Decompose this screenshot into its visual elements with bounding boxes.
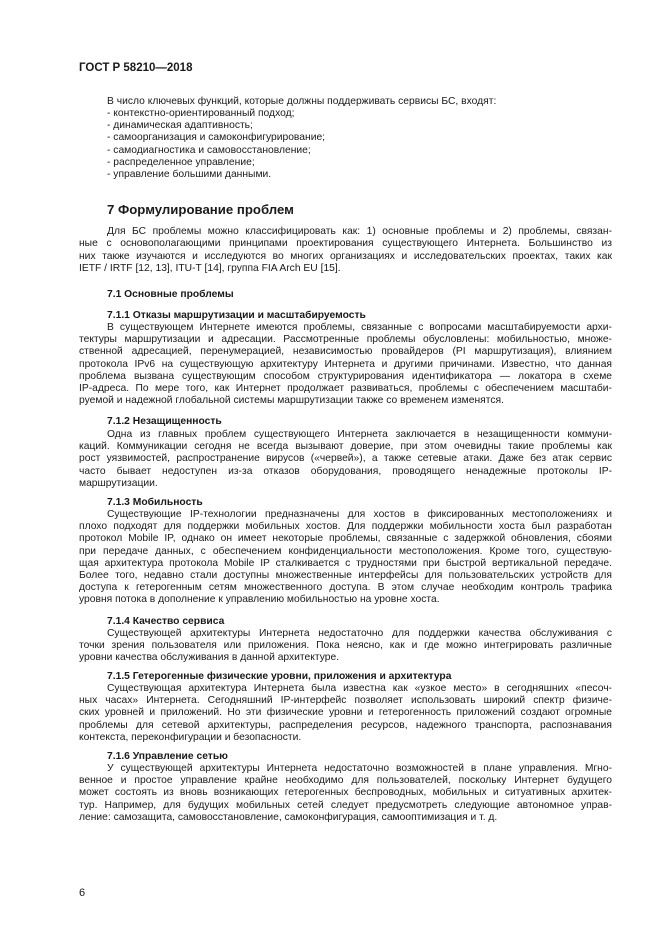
paragraph-line: при передаче данных, с обеспечением конфиденциальности местоположения. Кроме того, существую- xyxy=(79,545,612,557)
paragraph-line: Существующей архитектуры Интернета недостаточно для поддержки качества обслуживания с xyxy=(107,628,612,639)
paragraph-line: IP-адреса. По мере того, как Интернет продолжает развиваться, проблемы с обеспечением масштаби- xyxy=(79,383,612,394)
paragraph-line: Более того, недавно стали доступны множественные интерфейсы для пользовательских устройств для xyxy=(79,570,612,581)
paragraph-line: тектуры маршрутизации и адресации. Рассмотренные проблемы обусловлены: мобильностью, множе- xyxy=(79,334,612,346)
paragraph-line: часто бывает недоступен из-за отказов оборудования, проводящего ненадежные протоколы IP- xyxy=(79,465,612,477)
paragraph-line: протокол Mobile IP, однако он имеет некоторые проблемы, связанные с задержкой обновления, сбоями xyxy=(79,533,612,545)
subsection-heading: 7.1.6 Управление сетью xyxy=(107,751,228,762)
paragraph-line: маршрутизации. xyxy=(79,477,158,489)
paragraph-line: Одна из главных проблем существующего Интернета заключается в незащищенности коммуни- xyxy=(107,429,612,440)
paragraph-line: проблема вызвана существующим способом структурирования идентификатора — локатора в схеме xyxy=(79,370,612,382)
subsection-heading: 7.1.5 Гетерогенные физические уровни, приложения и архитектура xyxy=(107,671,452,682)
paragraph-line: протокола IPv6 на существующую архитектуру Интернета и другими причинами. Известно, что данная xyxy=(79,358,612,370)
list-item: - распределенное управление; xyxy=(107,156,255,168)
paragraph-line: венное и простое управление крайне необходимо для пользователей, поскольку Интернет будущего xyxy=(79,775,612,787)
paragraph-line: них также изучаются и исследуются во многих организациях и исследовательских проектах, таких как xyxy=(79,250,612,262)
paragraph-line: уровни качества обслуживания в данной архитектуре. xyxy=(79,652,340,664)
document-header: ГОСТ Р 58210—2018 xyxy=(79,62,193,74)
paragraph-line: уровня потока в дополнение к управлению мобильностью на уровне хоста. xyxy=(79,594,440,606)
paragraph-line: контекста, переконфигурации и безопасности. xyxy=(79,731,302,743)
paragraph-line: IETF / IRTF [12, 13], ITU-T [14], группа FIA Arch EU [15]. xyxy=(79,262,341,274)
list-item: - контекстно-ориентированный подход; xyxy=(107,108,295,119)
paragraph-line: ных часах» Интернета. Сегодняшний IP-интерфейс позволяет использовать широкий спектр физиче- xyxy=(79,695,612,707)
list-item: - самоорганизация и самоконфигурирование; xyxy=(107,132,326,144)
paragraph-line: ление: самозащита, самовосстановление, самоконфигурация, самооптимизация и т. д. xyxy=(79,811,498,823)
paragraph-line: тур. Например, для будущих мобильных сетей следует предусмотреть следующие автономное управ- xyxy=(79,799,612,811)
section-heading: 7 Формулирование проблем xyxy=(107,202,294,217)
paragraph-line: каций. Коммуникации сегодня не всегда вызывают доверие, при этом очевидны такие проблемы как xyxy=(79,441,612,453)
subsection-heading: 7.1.2 Незащищенность xyxy=(107,416,222,427)
paragraph-line: доступа к гетерогенным сетям множественного доступа. В этом случае необходим контроль трафика xyxy=(79,582,612,594)
page-number: 6 xyxy=(79,887,86,899)
paragraph-line: Существующая архитектура Интернета была известна как «узкое место» в сегодняшних «песоч- xyxy=(107,683,612,694)
paragraph-line: У существующей архитектуры Интернета недостаточно возможностей в плане управления. Мгно- xyxy=(107,763,612,774)
paragraph-line: проблемы для сетевой архитектуры, распределения ресурсов, надежного транспорта, распознавания xyxy=(79,719,612,731)
paragraph-line: рост уязвимостей, распространение вирусов («червей»), а также сетевые атаки. Даже без атак сервис xyxy=(79,453,612,465)
paragraph-line: щая архитектура протокола Mobile IP сталкивается с трудностями при быстрой вертикальной передаче. xyxy=(79,557,612,569)
paragraph-line: руемой и надежной глобальной системы маршрутизации также со временем изменятся. xyxy=(79,395,504,407)
paragraph-line: плохо подходят для поддержки мобильных хостов. Для поддержки мобильности хоста был разработан xyxy=(79,521,612,533)
subsection-heading: 7.1.4 Качество сервиса xyxy=(107,616,225,627)
list-item: - управление большими данными. xyxy=(107,169,272,180)
paragraph-line: может состоять из вновь возникающих гетерогенных беспроводных, мобильных и ситуативных архитек- xyxy=(79,787,612,799)
paragraph-line: В существующем Интернете имеются проблемы, связанные с вопросами масштабируемости архи- xyxy=(107,322,612,333)
paragraph-line: ные с основополагающими принципами проектирования существующего Интернета. Большинство из xyxy=(79,238,612,250)
paragraph-line: ских уровней и приложений. Но эти физические уровни и гетерогенность приложений создают огромные xyxy=(79,707,612,719)
subsection-heading: 7.1 Основные проблемы xyxy=(107,289,234,300)
intro-lead: В число ключевых функций, которые должны поддерживать сервисы БС, входят: xyxy=(107,96,497,107)
list-item: - динамическая адаптивность; xyxy=(107,120,253,132)
subsection-heading: 7.1.1 Отказы маршрутизации и масштабируемость xyxy=(107,310,366,321)
paragraph-line: точки зрения пользователя или приложения. Пока неясно, как и где можно интегрировать различные xyxy=(79,640,612,652)
subsection-heading: 7.1.3 Мобильность xyxy=(107,497,203,508)
paragraph-line: Существующие IP-технологии предназначены для хостов в фиксированных местоположениях и xyxy=(107,509,612,520)
paragraph-line: Для БС проблемы можно классифицировать как: 1) основные проблемы и 2) проблемы, связан- xyxy=(107,226,612,237)
list-item: - самодиагностика и самовосстановление; xyxy=(107,144,311,156)
paragraph-line: ственной адресацией, перенумерацией, независимостью провайдеров (PI маршрутизация), влиянием xyxy=(79,346,612,358)
